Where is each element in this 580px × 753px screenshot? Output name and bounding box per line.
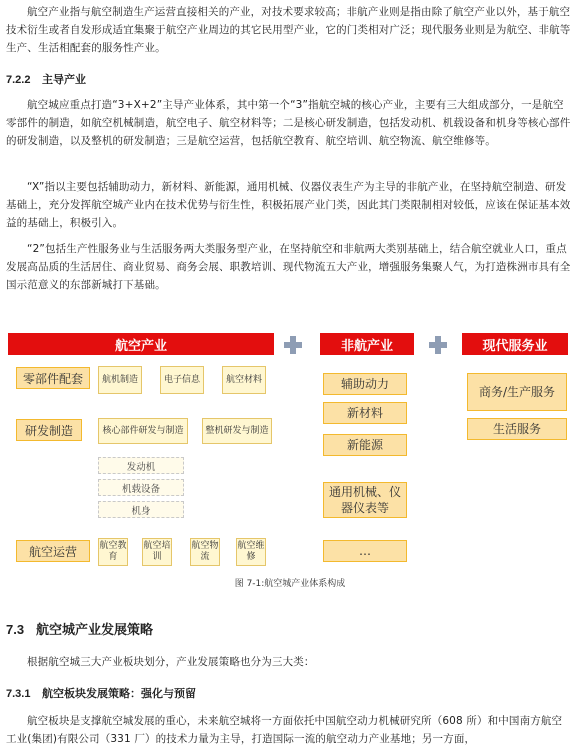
non-aviation-item: 辅助动力 (323, 373, 407, 395)
item-core-parts-rnd: 核心部件研发与制造 (98, 418, 188, 444)
item-aviation-logistics: 航空物流 (190, 538, 220, 566)
section-number: 7.3 (6, 622, 25, 637)
item-aero-materials: 航空材料 (222, 366, 266, 394)
plus-icon (429, 336, 447, 354)
section-number: 7.3.1 (6, 688, 31, 700)
section-title: 航空板块发展策略：强化与预留 (42, 688, 196, 700)
category-operations: 航空运营 (16, 540, 90, 562)
category-rnd: 研发制造 (16, 419, 82, 441)
subitem-fuselage: 机身 (98, 501, 184, 518)
paragraph-2: “2”包括生产性服务业与生活服务两大类服务型产业，在坚持航空和非航两大类别基础上，结合航空就业人口，重点发展高品质的生活居住、商业贸易、商务会展、职教培训、现代物流五大产业，增强服务集聚人气，为打造株洲市具有全国示范意义的东部新城打下基础。 (6, 243, 571, 291)
subitem-engine: 发动机 (98, 457, 184, 474)
plus-icon (284, 336, 302, 354)
paragraph-aviation-strategy: 航空板块是支撑航空城发展的重心，未来航空城将一方面依托中国航空动力机械研究所（608 所）和中国南方航空工业(集团)有限公司（331 厂）的技术力量为主导，打造国际一流的航空动力产业基地；另一方面， (6, 715, 563, 745)
section-heading-7-3-1 (6, 685, 196, 701)
non-aviation-item: 通用机械、仪器仪表等 (323, 482, 407, 518)
service-item: 生活服务 (467, 418, 567, 440)
section-heading-7-3 (6, 619, 153, 638)
non-aviation-item: … (323, 540, 407, 562)
figure-caption: 图 7-1:航空城产业体系构成 (234, 579, 346, 589)
section-title: 主导产业 (42, 74, 86, 86)
paragraph-3x2: 航空城应重点打造“3+X+2”主导产业体系，其中第一个“3”指航空城的核心产业，主要有三大组成部分，一是航空零部件的制造，如航空机械制造，航空电子、航空材料等；二是核心研发制造，包括发动机、机载设备和机身等核心部件的研发制造，以及整机的研发制造；三是航空运营，包括航空教育、航空培训、航空物流、航空维修等。 (6, 99, 571, 147)
header-aviation-industry: 航空产业 (8, 333, 274, 355)
non-aviation-item: 新能源 (323, 434, 407, 456)
item-aviation-education: 航空教育 (98, 538, 128, 566)
intro-paragraph: 航空产业指与航空制造生产运营直接相关的产业，对技术要求较高；非航产业则是指由除了航空产业以外，基于航空技术衍生或者自发形成适宜集聚于航空产业周边的其它民用型产业，它的门类相对广泛；现代服务业则是为航空、非航等生产、生活相配套的服务性产业。 (6, 6, 571, 54)
item-electronic-info: 电子信息 (160, 366, 204, 394)
paragraph-x: “X”指以主要包括辅助动力，新材料、新能源，通用机械、仪器仪表生产为主导的非航产业，在坚持航空制造、研发基础上，充分发挥航空城产业内在技术优势与衍生性，积极拓展产业门类，因此其门类限制相对较低，应该在保证基本效益的基础上，积极引入。 (6, 181, 571, 229)
item-aero-machinery: 航机制造 (98, 366, 142, 394)
paragraph-strategy-intro: 根据航空城三大产业板块划分，产业发展策略也分为三大类： (27, 656, 315, 668)
item-aviation-training: 航空培训 (142, 538, 172, 566)
section-title: 航空城产业发展策略 (36, 622, 154, 637)
service-item: 商务/生产服务 (467, 373, 567, 411)
header-non-aviation-industry: 非航产业 (320, 333, 414, 355)
section-number: 7.2.2 (6, 74, 31, 86)
category-parts: 零部件配套 (16, 367, 90, 389)
non-aviation-item: 新材料 (323, 402, 407, 424)
subitem-airborne-equipment: 机载设备 (98, 479, 184, 496)
item-complete-aircraft-rnd: 整机研发与制造 (202, 418, 272, 444)
section-heading-7-2-2 (6, 71, 86, 87)
header-modern-service: 现代服务业 (462, 333, 568, 355)
item-aviation-maintenance: 航空维修 (236, 538, 266, 566)
